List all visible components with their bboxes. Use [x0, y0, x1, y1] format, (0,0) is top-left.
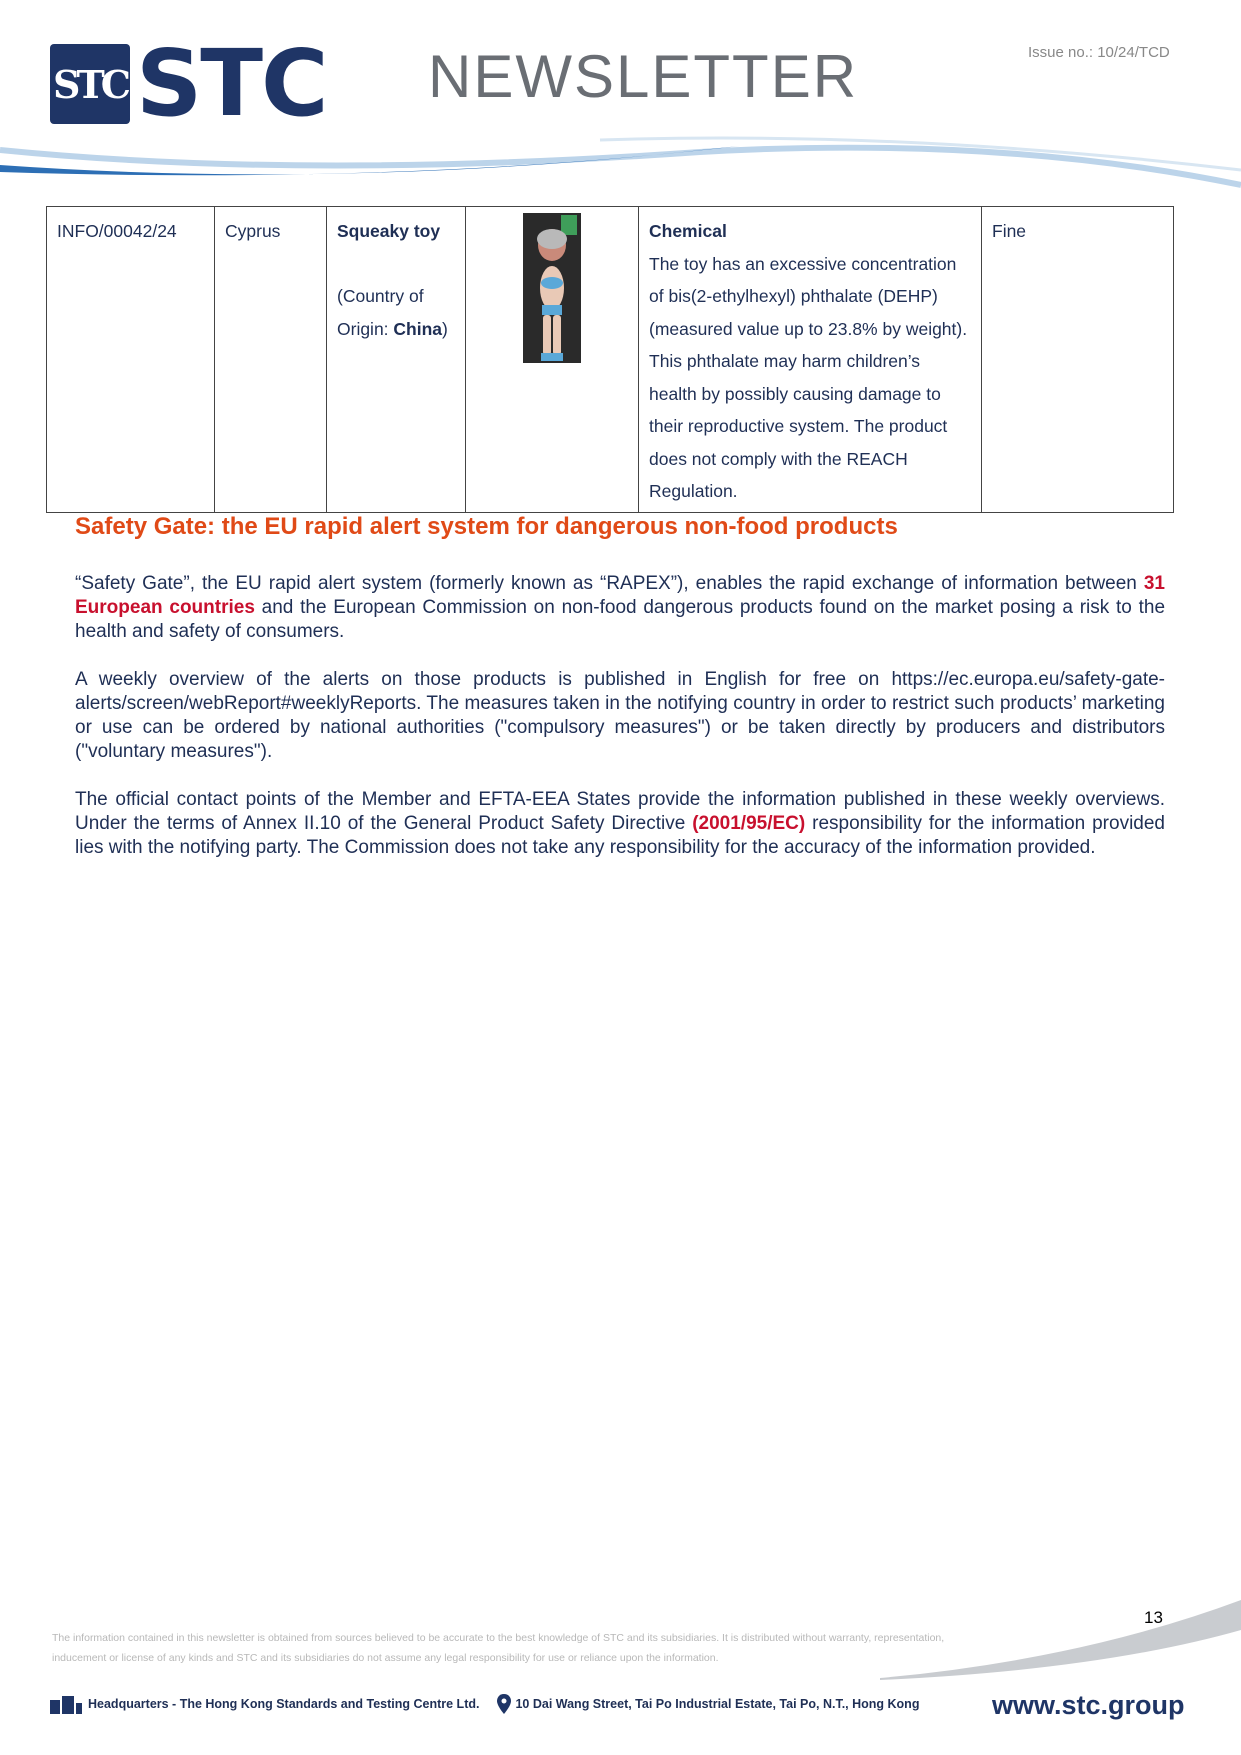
alert-product-cell [327, 207, 466, 513]
p1-text-a: “Safety Gate”, the EU rapid alert system (formerly known as “RAPEX”), enables the rapid exchange of information between [75, 573, 1144, 594]
stc-logo-text: STC [136, 30, 327, 137]
p1-highlight: 31 European countries [75, 573, 1165, 618]
safety-gate-paragraph-2: A weekly overview of the alerts on those products is published in English for free on https://ec.europa.eu/safety-gate-alerts/screen/webReport#weeklyReports. The measures taken in the notifying country in order to restrict such products’ marketing or use can be ordered by national authorities ("compulsory measures") or be taken directly by producers and distributors ("voluntary measures"). [75, 669, 1165, 762]
squeaky-toy-photo [523, 213, 581, 363]
safety-gate-paragraph-1 [75, 572, 1165, 644]
origin-prefix: (Country of Origin: [337, 286, 424, 339]
alert-table [46, 206, 1174, 513]
measure-taken: Fine [982, 207, 1174, 513]
p3-text-b: responsibility for the information provided lies with the notifying party. The Commission does not take any responsibility for the accuracy of the information provided. [75, 813, 1165, 858]
product-name: Squeaky toy [337, 221, 441, 241]
alert-country: Cyprus [215, 207, 327, 513]
origin-country: China [393, 318, 443, 339]
footer-disclaimer: The information contained in this newsletter is obtained from sources believed to be accurate to the best knowledge of STC and its subsidiaries. It is distributed without warranty, representation, inducement or license of any kinds and STC and its subsidiaries do not assume any legal responsibility for use or reliance upon the information. [52, 1632, 945, 1664]
footer-contact [48, 1694, 937, 1714]
table-row [47, 207, 1174, 513]
alert-ref: INFO/00042/24 [47, 207, 215, 513]
p1-text-b: and the European Commission on non-food dangerous products found on the market posing a risk to the health and safety of consumers. [75, 597, 1166, 642]
location-pin-icon [497, 1694, 511, 1714]
stc-logo-mark: STC [50, 44, 130, 124]
risk-type: Chemical [649, 221, 727, 241]
safety-gate-heading: Safety Gate: the EU rapid alert system for dangerous non-food products [75, 513, 898, 540]
risk-description: The toy has an excessive concentration of bis(2-ethylhexyl) phthalate (DEHP) (measured value up to 23.8% by weight). This phthalate may harm children’s health by possibly causing damage to their reproductive system. The product does not comply with the REACH Regulation. [649, 253, 968, 501]
hq-text: Headquarters - The Hong Kong Standards and Testing Centre Ltd. [88, 1697, 480, 1711]
product-photo-cell [466, 207, 639, 513]
newsletter-title: NEWSLETTER [428, 43, 859, 110]
stc-logo [50, 30, 327, 137]
header-swoosh-decoration [0, 130, 1241, 200]
issue-number: Issue no.: 10/24/TCD [1028, 44, 1170, 61]
risk-cell [639, 207, 982, 513]
p3-highlight: (2001/95/EC) [692, 813, 806, 834]
footer-address [497, 1694, 919, 1714]
safety-gate-paragraph-3 [75, 788, 1165, 860]
page-number: 13 [1144, 1608, 1163, 1627]
origin-suffix: ) [442, 318, 448, 339]
p3-text-a: The official contact points of the Member and EFTA-EEA States provide the information published in these weekly overviews. Under the terms of Annex II.10 of the General Product Safety Directive [75, 789, 1165, 834]
building-icon [48, 1694, 84, 1714]
address-text: 10 Dai Wang Street, Tai Po Industrial Estate, Tai Po, N.T., Hong Kong [515, 1697, 920, 1711]
website-link[interactable]: www.stc.group [992, 1690, 1185, 1720]
footer-hq [48, 1694, 479, 1714]
